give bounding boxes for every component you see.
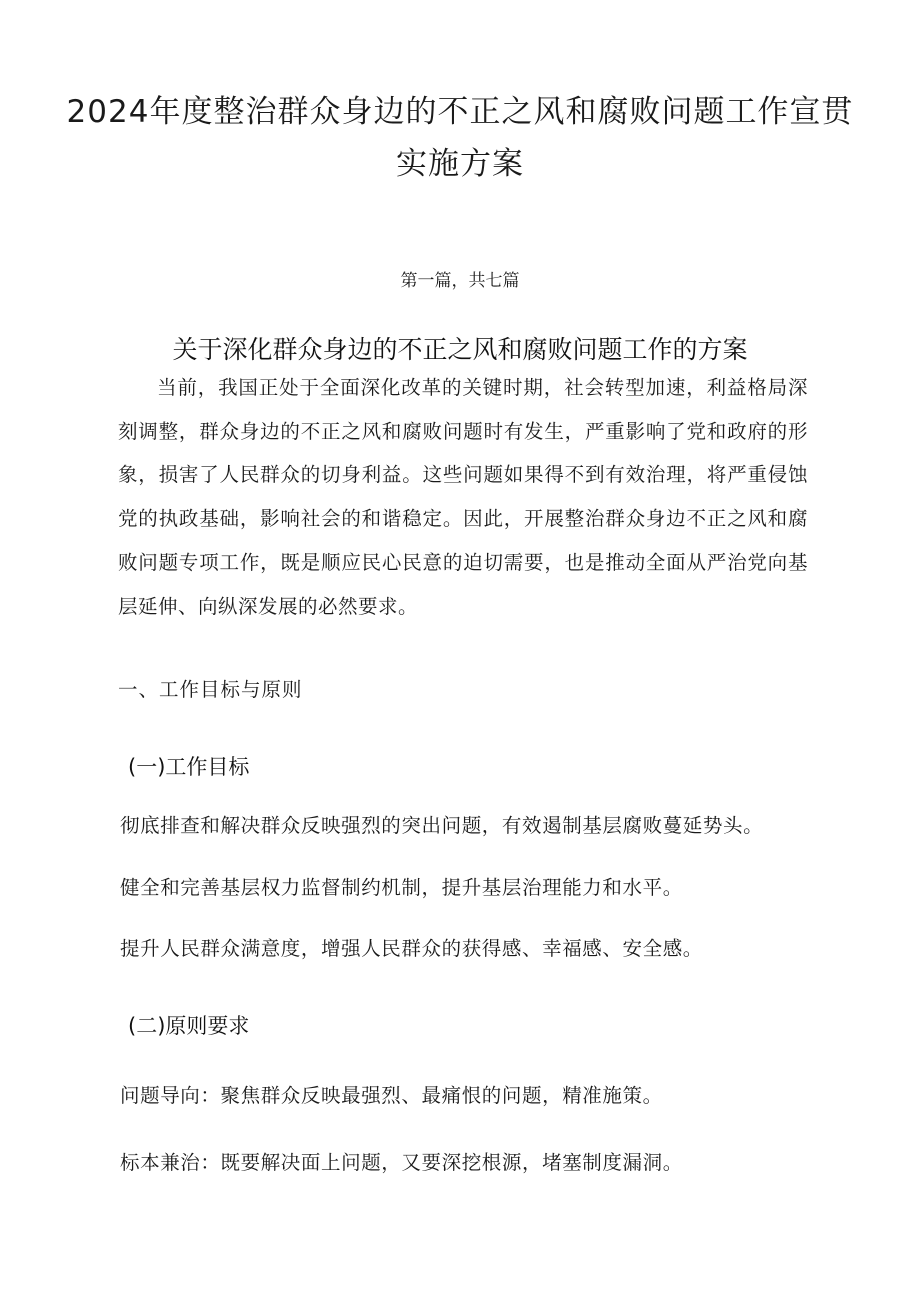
goal-item: 健全和完善基层权力监督制约机制，提升基层治理能力和水平。 (120, 876, 683, 899)
heading-principles: (二)原则要求 (128, 1014, 250, 1038)
heading-goals-and-principles: 一、工作目标与原则 (118, 678, 303, 701)
section-title: 关于深化群众身边的不正之风和腐败问题工作的方案 (172, 335, 748, 364)
principle-item: 标本兼治：既要解决面上问题，又要深挖根源，堵塞制度漏洞。 (120, 1151, 683, 1174)
principle-item: 问题导向：聚焦群众反映最强烈、最痛恨的问题，精准施策。 (120, 1084, 663, 1107)
goal-item: 彻底排查和解决群众反映强烈的突出问题，有效遏制基层腐败蔓延势头。 (120, 814, 764, 837)
part-label: 第一篇，共七篇 (400, 271, 520, 291)
heading-work-goals: (一)工作目标 (128, 755, 250, 779)
document-title: 2024年度整治群众身边的不正之风和腐败问题工作宣贯实施方案 (66, 94, 854, 182)
goal-item: 提升人民群众满意度，增强人民群众的获得感、幸福感、安全感。 (120, 937, 703, 960)
intro-paragraph: 当前，我国正处于全面深化改革的关键时期，社会转型加速，利益格局深刻调整，群众身边的不正之风和腐败问题时有发生，严重影响了党和政府的形象，损害了人民群众的切身利益。这些问题如果得不到有效治理，将严重侵蚀党的执政基础，影响社会的和谐稳定。因此，开展整治群众身边不正之风和腐败问题专项工作，既是顺应民心民意的迫切需要，也是推动全面从严治党向基层延伸、向纵深发展的必然要求。 (118, 376, 808, 618)
